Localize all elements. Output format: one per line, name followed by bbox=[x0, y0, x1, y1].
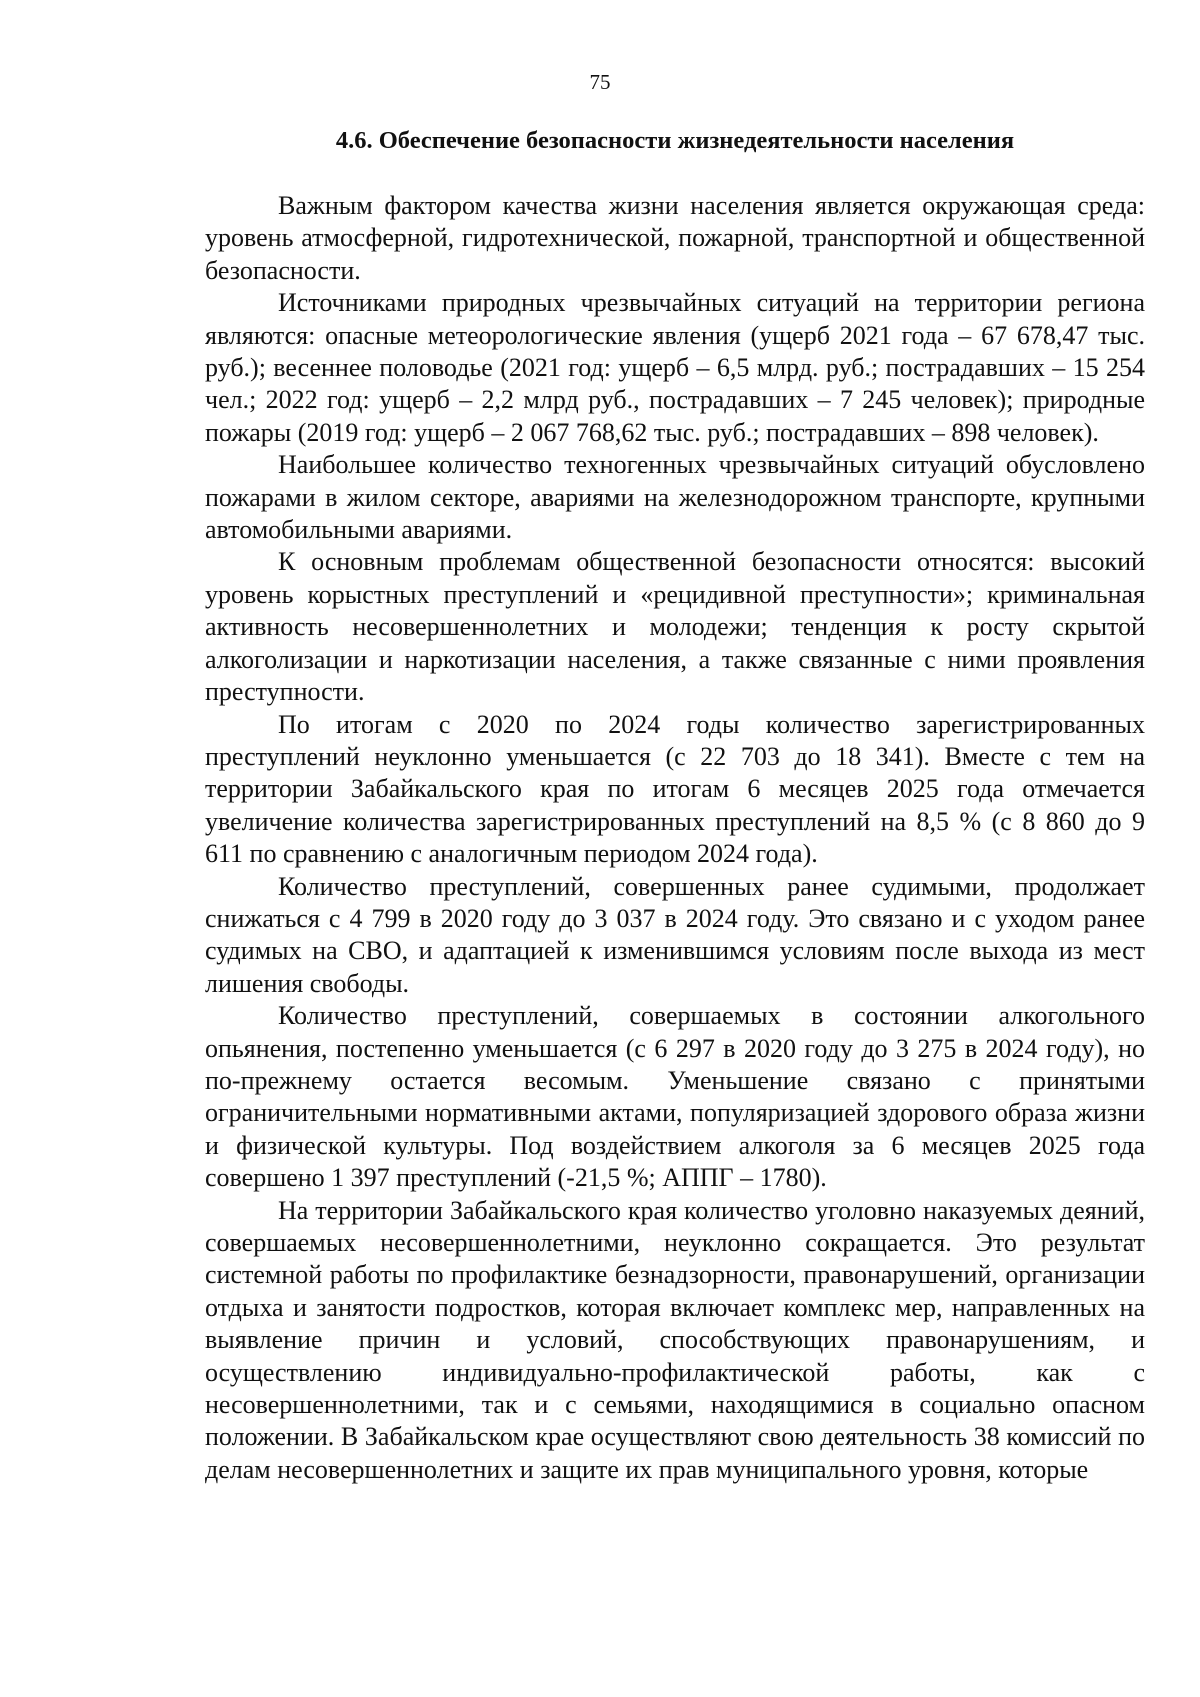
page-number: 75 bbox=[589, 70, 611, 94]
section-title: 4.6. Обеспечение безопасности жизнедеятельности населения bbox=[335, 127, 1015, 154]
paragraph: Наибольшее количество техногенных чрезвычайных ситуаций обусловлено пожарами в жилом секторе, авариями на железнодорожном транспорте, крупными автомобильными авариями. bbox=[205, 450, 1145, 545]
paragraph: Источниками природных чрезвычайных ситуаций на территории региона являются: опасные метеорологические явления (ущерб 2021 года – 67 678,47 тыс. руб.); весеннее половодье (2021 год: ущерб – 6,5 млрд. руб.; пострадавших – 15 254 чел.; 2022 год: ущерб – 2,2 млрд руб., пострадавших – 7 245 человек); природные пожары (2019 год: ущерб – 2 067 768,62 тыс. руб.; пострадавших – 898 человек). bbox=[205, 288, 1145, 447]
document-body bbox=[205, 190, 1145, 1486]
paragraph: По итогам с 2020 по 2024 годы количество зарегистрированных преступлений неуклонно уменьшается (с 22 703 до 18 341). Вместе с тем на территории Забайкальского края по итогам 6 месяцев 2025 года отмечается увеличение количества зарегистрированных преступлений на 8,5 % (с 8 860 до 9 611 по сравнению с аналогичным периодом 2024 года). bbox=[205, 709, 1145, 869]
paragraph: Важным фактором качества жизни населения является окружающая среда: уровень атмосферной, гидротехнической, пожарной, транспортной и общественной безопасности. bbox=[205, 191, 1145, 285]
paragraph: К основным проблемам общественной безопасности относятся: высокий уровень корыстных преступлений и «рецидивной преступности»; криминальная активность несовершеннолетних и молодежи; тенденция к росту скрытой алкоголизации и наркотизации населения, а также связанные с ними проявления преступности. bbox=[205, 547, 1145, 707]
paragraph: Количество преступлений, совершаемых в состоянии алкогольного опьянения, постепенно уменьшается (с 6 297 в 2020 году до 3 275 в 2024 году), но по-прежнему остается весомым. Уменьшение связано с принятыми ограничительными нормативными актами, популяризацией здорового образа жизни и физической культуры. Под воздействием алкоголя за 6 месяцев 2025 года совершено 1 397 преступлений (-21,5 %; АППГ – 1780). bbox=[205, 1001, 1145, 1193]
paragraph: Количество преступлений, совершенных ранее судимыми, продолжает снижаться с 4 799 в 2020 году до 3 037 в 2024 году. Это связано и с уходом ранее судимых на СВО, и адаптацией к изменившимся условиям после выхода из мест лишения свободы. bbox=[205, 871, 1145, 998]
paragraph: На территории Забайкальского края количество уголовно наказуемых деяний, совершаемых несовершеннолетними, неуклонно сокращается. Это результат системной работы по профилактике безнадзорности, правонарушений, организации отдыха и занятости подростков, которая включает комплекс мер, направленных на выявление причин и условий, способствующих правонарушениям, и осуществлению индивидуально-профилактической работы, как с несовершеннолетними, так и с семьями, находящимися в социально опасном положении. В Забайкальском крае осуществляют свою деятельность 38 комиссий по делам несовершеннолетних и защите их прав муниципального уровня, которые bbox=[205, 1195, 1145, 1484]
